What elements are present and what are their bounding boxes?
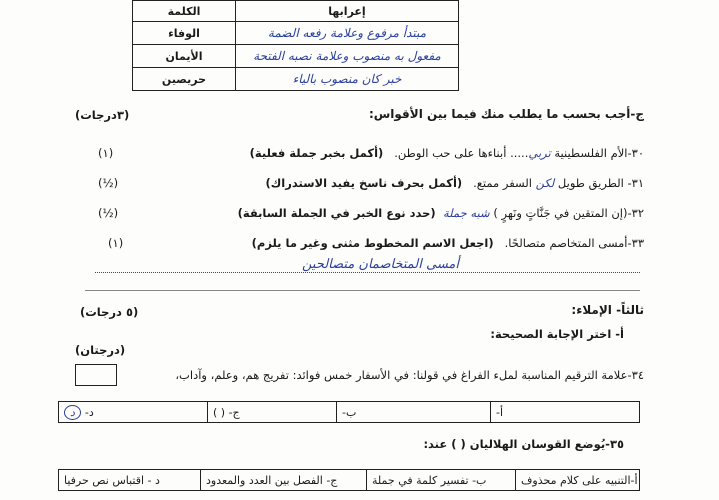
q32: ٣٢-(إن المتقين في جَنَّاتٍ ونَهرٍ ) شبه جملة (حدد نوع الخبر في الجملة السابقة) — [237, 206, 644, 220]
answer-line — [95, 272, 640, 273]
parsing-table — [132, 0, 459, 91]
sub-a-marks: (درجتان) — [75, 343, 126, 357]
q34-option-c[interactable]: ج- ( ) — [207, 401, 337, 423]
q35-option-b[interactable]: ب- تفسير كلمة في جملة — [366, 469, 516, 491]
sub-a-title: أ- اختر الإجابة الصحيحة: — [490, 327, 624, 341]
section-c-title: ج-أجب بحسب ما يطلب منك فيما بين الأقواس: — [368, 107, 644, 121]
q34-answer-box[interactable] — [75, 364, 117, 386]
answer-1: مبتدأ مرفوع وعلامة رفعه الضمة — [236, 22, 459, 45]
q33-answer: أمسى المتخاصمان متصالحين — [302, 257, 459, 272]
q34-options — [58, 401, 640, 425]
q35-option-a[interactable]: أ-التنبيه على كلام محذوف — [515, 469, 640, 491]
divider — [85, 290, 640, 291]
header-parse: إعرابها — [236, 1, 459, 22]
section-3-title: ثالثاً- الإملاء: — [571, 303, 644, 317]
q33-score: (١) — [108, 236, 124, 250]
q30-score: (١) — [98, 146, 114, 160]
q34-option-b[interactable]: ب- — [336, 401, 491, 423]
q35-text: ٣٥-يُوضع القوسان الهلاليان ( ) عند: — [423, 437, 624, 451]
q34-option-d[interactable]: د- د — [58, 401, 208, 423]
q30: ٣٠-الأم الفلسطينية تربي..... أبناءها على حب الوطن. (أكمل بخبر جملة فعلية) — [249, 146, 644, 160]
word-2: الأيمان — [133, 45, 236, 68]
answer-2: مفعول به منصوب وعلامة نصبه الفتحة — [236, 45, 459, 68]
section-c-marks: (٣درجات) — [75, 108, 130, 122]
q35-options — [58, 469, 640, 493]
q35-option-d[interactable]: د - اقتباس نص حرفيا — [58, 469, 201, 491]
answer-3: خبر كان منصوب بالياء — [236, 68, 459, 91]
q31-score: (½) — [98, 176, 119, 190]
q34-option-a[interactable]: أ- — [490, 401, 640, 423]
header-word: الكلمة — [133, 1, 236, 22]
q33: ٣٣-أمسى المتخاصم متصالحًا. (اجعل الاسم المخطوط مثنى وغير ما يلزم) — [251, 236, 644, 250]
section-3-marks: (٥ درجات) — [80, 305, 139, 319]
q32-score: (½) — [98, 206, 119, 220]
q34-circled-answer: د — [64, 405, 81, 420]
word-1: الوفاء — [133, 22, 236, 45]
word-3: حريصين — [133, 68, 236, 91]
q31: ٣١- الطريق طويل لكن السفر ممتع. (أكمل بحرف ناسخ يفيد الاستدراك) — [265, 176, 644, 190]
q34-text: ٣٤-علامة الترقيم المناسبة لملء الفراغ في قولنا: في الأسفار خمس فوائد: تفريج هم، وعلم، وآداب، — [175, 368, 644, 382]
q35-option-c[interactable]: ج- الفصل بين العدد والمعدود — [200, 469, 367, 491]
